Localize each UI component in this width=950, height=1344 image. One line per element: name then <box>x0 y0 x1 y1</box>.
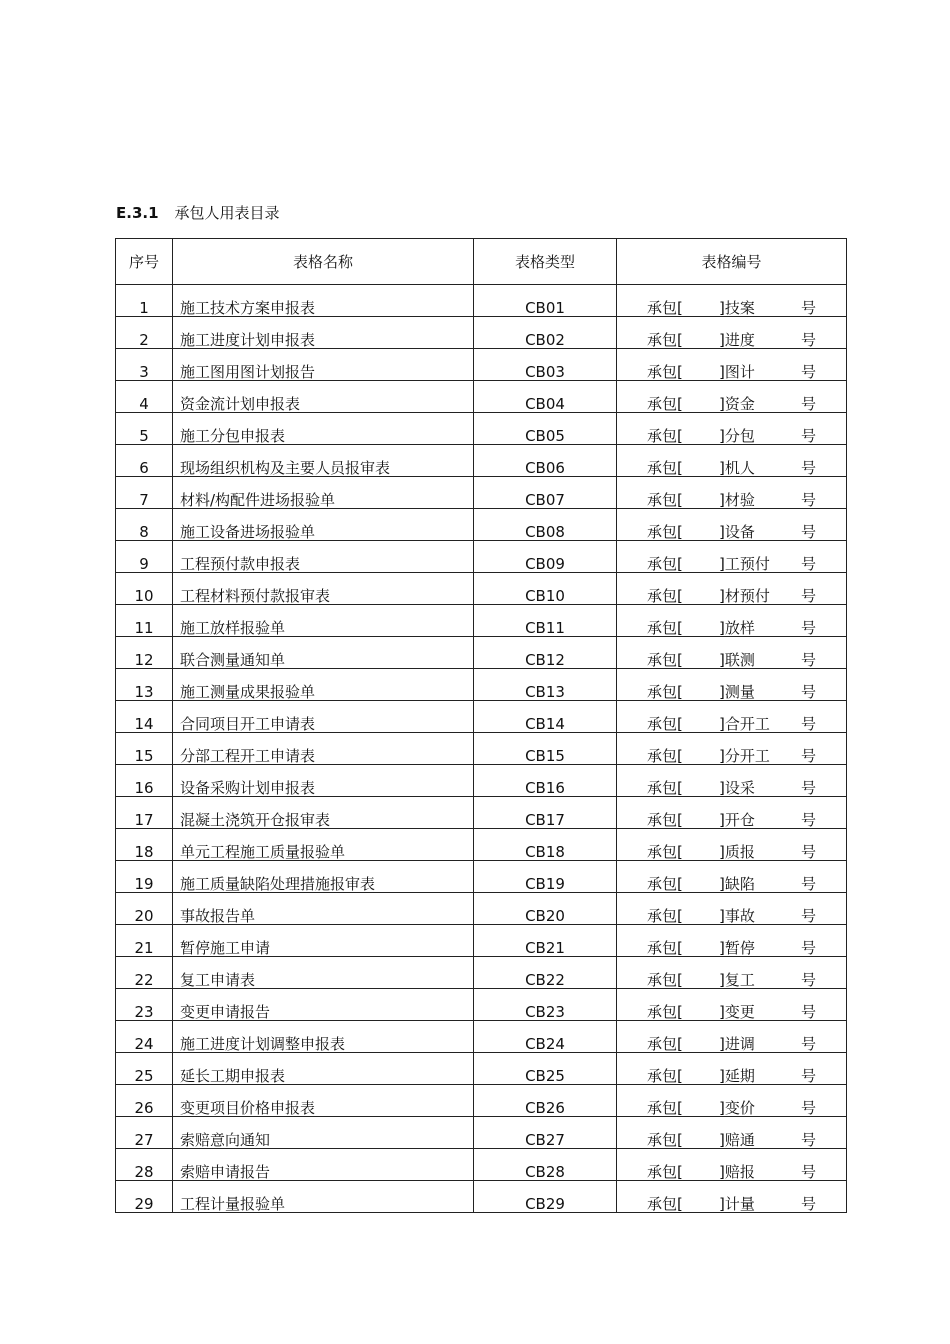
row-type: CB18 <box>474 829 617 861</box>
code-prefix: 承包[ <box>647 555 683 573</box>
row-name: 混凝土浇筑开仓报审表 <box>173 797 474 829</box>
code-abbr: ]变更 <box>719 1003 755 1021</box>
row-type: CB20 <box>474 893 617 925</box>
code-abbr: ]进调 <box>719 1035 755 1053</box>
code-suffix: 号 <box>801 779 817 797</box>
form-catalog-table <box>115 238 847 1213</box>
row-type: CB24 <box>474 1021 617 1053</box>
row-name: 暂停施工申请 <box>173 925 474 957</box>
code-prefix: 承包[ <box>647 939 683 957</box>
row-seq: 4 <box>116 381 173 413</box>
header-seq: 序号 <box>116 239 173 285</box>
row-name: 施工进度计划调整申报表 <box>173 1021 474 1053</box>
code-suffix: 号 <box>801 907 817 925</box>
code-prefix: 承包[ <box>647 811 683 829</box>
section-number: E.3.1 <box>116 204 159 222</box>
code-abbr: ]图计 <box>719 363 755 381</box>
code-prefix: 承包[ <box>647 587 683 605</box>
section-heading <box>116 202 280 224</box>
code-suffix: 号 <box>801 331 817 349</box>
row-code <box>617 1085 847 1117</box>
code-abbr: ]放样 <box>719 619 755 637</box>
code-prefix: 承包[ <box>647 331 683 349</box>
row-code <box>617 1117 847 1149</box>
row-code <box>617 861 847 893</box>
row-name: 材料/构配件进场报验单 <box>173 477 474 509</box>
row-type: CB22 <box>474 957 617 989</box>
code-suffix: 号 <box>801 299 817 317</box>
row-type: CB09 <box>474 541 617 573</box>
code-prefix: 承包[ <box>647 1003 683 1021</box>
row-seq: 14 <box>116 701 173 733</box>
row-code <box>617 541 847 573</box>
table-row <box>116 541 847 573</box>
code-suffix: 号 <box>801 843 817 861</box>
row-name: 施工图用图计划报告 <box>173 349 474 381</box>
table-row <box>116 925 847 957</box>
code-abbr: ]联测 <box>719 651 755 669</box>
row-name: 施工测量成果报验单 <box>173 669 474 701</box>
row-name: 设备采购计划申报表 <box>173 765 474 797</box>
row-seq: 28 <box>116 1149 173 1181</box>
table-row <box>116 509 847 541</box>
row-seq: 23 <box>116 989 173 1021</box>
code-abbr: ]进度 <box>719 331 755 349</box>
table-row <box>116 957 847 989</box>
row-name: 联合测量通知单 <box>173 637 474 669</box>
code-suffix: 号 <box>801 1067 817 1085</box>
row-code <box>617 797 847 829</box>
code-abbr: ]事故 <box>719 907 755 925</box>
code-abbr: ]机人 <box>719 459 755 477</box>
row-name: 施工技术方案申报表 <box>173 285 474 317</box>
code-suffix: 号 <box>801 875 817 893</box>
row-seq: 6 <box>116 445 173 477</box>
table-row <box>116 861 847 893</box>
table-row <box>116 573 847 605</box>
code-prefix: 承包[ <box>647 1099 683 1117</box>
row-seq: 24 <box>116 1021 173 1053</box>
row-seq: 22 <box>116 957 173 989</box>
code-suffix: 号 <box>801 1195 817 1213</box>
code-suffix: 号 <box>801 1163 817 1181</box>
code-prefix: 承包[ <box>647 715 683 733</box>
row-seq: 10 <box>116 573 173 605</box>
row-type: CB06 <box>474 445 617 477</box>
row-name: 索赔申请报告 <box>173 1149 474 1181</box>
code-abbr: ]材验 <box>719 491 755 509</box>
row-code <box>617 893 847 925</box>
code-suffix: 号 <box>801 1035 817 1053</box>
code-suffix: 号 <box>801 491 817 509</box>
code-prefix: 承包[ <box>647 747 683 765</box>
code-abbr: ]复工 <box>719 971 755 989</box>
row-code <box>617 637 847 669</box>
code-prefix: 承包[ <box>647 907 683 925</box>
table-row <box>116 1117 847 1149</box>
row-code <box>617 605 847 637</box>
code-abbr: ]分包 <box>719 427 755 445</box>
row-code <box>617 957 847 989</box>
row-name: 工程计量报验单 <box>173 1181 474 1213</box>
row-code <box>617 669 847 701</box>
row-type: CB25 <box>474 1053 617 1085</box>
code-suffix: 号 <box>801 811 817 829</box>
row-seq: 21 <box>116 925 173 957</box>
row-seq: 13 <box>116 669 173 701</box>
code-abbr: ]计量 <box>719 1195 755 1213</box>
code-suffix: 号 <box>801 939 817 957</box>
row-seq: 9 <box>116 541 173 573</box>
table-row <box>116 1021 847 1053</box>
row-seq: 25 <box>116 1053 173 1085</box>
code-abbr: ]延期 <box>719 1067 755 1085</box>
row-seq: 27 <box>116 1117 173 1149</box>
row-type: CB23 <box>474 989 617 1021</box>
code-abbr: ]暂停 <box>719 939 755 957</box>
row-name: 施工放样报验单 <box>173 605 474 637</box>
row-seq: 29 <box>116 1181 173 1213</box>
row-code <box>617 733 847 765</box>
table-row <box>116 733 847 765</box>
row-type: CB13 <box>474 669 617 701</box>
table-row <box>116 829 847 861</box>
table-row <box>116 285 847 317</box>
row-seq: 12 <box>116 637 173 669</box>
row-code <box>617 381 847 413</box>
code-suffix: 号 <box>801 715 817 733</box>
table-row <box>116 317 847 349</box>
row-name: 现场组织机构及主要人员报审表 <box>173 445 474 477</box>
row-code <box>617 1053 847 1085</box>
table-row <box>116 1181 847 1213</box>
row-seq: 8 <box>116 509 173 541</box>
code-suffix: 号 <box>801 1003 817 1021</box>
table-row <box>116 413 847 445</box>
row-type: CB02 <box>474 317 617 349</box>
table-row <box>116 893 847 925</box>
table-row <box>116 637 847 669</box>
row-seq: 2 <box>116 317 173 349</box>
table-row <box>116 765 847 797</box>
code-suffix: 号 <box>801 683 817 701</box>
code-abbr: ]资金 <box>719 395 755 413</box>
code-suffix: 号 <box>801 363 817 381</box>
code-suffix: 号 <box>801 1131 817 1149</box>
table-row <box>116 797 847 829</box>
code-abbr: ]开仓 <box>719 811 755 829</box>
code-suffix: 号 <box>801 427 817 445</box>
code-abbr: ]技案 <box>719 299 755 317</box>
row-name: 施工分包申报表 <box>173 413 474 445</box>
row-name: 分部工程开工申请表 <box>173 733 474 765</box>
row-code <box>617 445 847 477</box>
row-seq: 17 <box>116 797 173 829</box>
code-prefix: 承包[ <box>647 779 683 797</box>
table-row <box>116 605 847 637</box>
row-name: 施工质量缺陷处理措施报审表 <box>173 861 474 893</box>
row-code <box>617 477 847 509</box>
code-prefix: 承包[ <box>647 875 683 893</box>
row-code <box>617 701 847 733</box>
code-suffix: 号 <box>801 747 817 765</box>
row-seq: 3 <box>116 349 173 381</box>
row-code <box>617 765 847 797</box>
row-type: CB28 <box>474 1149 617 1181</box>
code-prefix: 承包[ <box>647 971 683 989</box>
row-code <box>617 349 847 381</box>
code-abbr: ]测量 <box>719 683 755 701</box>
code-abbr: ]工预付 <box>719 555 770 573</box>
row-code <box>617 1181 847 1213</box>
code-prefix: 承包[ <box>647 843 683 861</box>
code-suffix: 号 <box>801 1099 817 1117</box>
row-type: CB16 <box>474 765 617 797</box>
row-type: CB03 <box>474 349 617 381</box>
section-title: 承包人用表目录 <box>174 204 280 222</box>
row-name: 事故报告单 <box>173 893 474 925</box>
table-body <box>116 285 847 1213</box>
row-type: CB14 <box>474 701 617 733</box>
code-suffix: 号 <box>801 587 817 605</box>
row-seq: 11 <box>116 605 173 637</box>
code-abbr: ]缺陷 <box>719 875 755 893</box>
code-prefix: 承包[ <box>647 523 683 541</box>
row-seq: 15 <box>116 733 173 765</box>
row-code <box>617 1021 847 1053</box>
code-abbr: ]设备 <box>719 523 755 541</box>
row-seq: 1 <box>116 285 173 317</box>
row-seq: 16 <box>116 765 173 797</box>
row-name: 资金流计划申报表 <box>173 381 474 413</box>
row-name: 复工申请表 <box>173 957 474 989</box>
row-type: CB15 <box>474 733 617 765</box>
table-header-row <box>116 239 847 285</box>
row-type: CB10 <box>474 573 617 605</box>
row-seq: 26 <box>116 1085 173 1117</box>
code-suffix: 号 <box>801 651 817 669</box>
table-row <box>116 1053 847 1085</box>
header-name: 表格名称 <box>173 239 474 285</box>
code-suffix: 号 <box>801 523 817 541</box>
row-name: 工程材料预付款报审表 <box>173 573 474 605</box>
row-name: 变更申请报告 <box>173 989 474 1021</box>
table-row <box>116 1085 847 1117</box>
code-suffix: 号 <box>801 459 817 477</box>
code-suffix: 号 <box>801 619 817 637</box>
row-type: CB27 <box>474 1117 617 1149</box>
code-prefix: 承包[ <box>647 1163 683 1181</box>
row-seq: 20 <box>116 893 173 925</box>
code-prefix: 承包[ <box>647 395 683 413</box>
row-code <box>617 1149 847 1181</box>
row-type: CB07 <box>474 477 617 509</box>
row-name: 合同项目开工申请表 <box>173 701 474 733</box>
row-name: 变更项目价格申报表 <box>173 1085 474 1117</box>
row-type: CB21 <box>474 925 617 957</box>
row-type: CB01 <box>474 285 617 317</box>
code-abbr: ]合开工 <box>719 715 770 733</box>
code-prefix: 承包[ <box>647 1195 683 1213</box>
code-suffix: 号 <box>801 555 817 573</box>
code-prefix: 承包[ <box>647 427 683 445</box>
row-name: 延长工期申报表 <box>173 1053 474 1085</box>
code-abbr: ]分开工 <box>719 747 770 765</box>
row-type: CB29 <box>474 1181 617 1213</box>
row-name: 施工设备进场报验单 <box>173 509 474 541</box>
code-prefix: 承包[ <box>647 619 683 637</box>
code-prefix: 承包[ <box>647 299 683 317</box>
code-abbr: ]设采 <box>719 779 755 797</box>
row-seq: 18 <box>116 829 173 861</box>
row-name: 施工进度计划申报表 <box>173 317 474 349</box>
row-code <box>617 285 847 317</box>
code-prefix: 承包[ <box>647 1131 683 1149</box>
table-row <box>116 477 847 509</box>
row-type: CB04 <box>474 381 617 413</box>
row-type: CB05 <box>474 413 617 445</box>
row-seq: 19 <box>116 861 173 893</box>
row-name: 单元工程施工质量报验单 <box>173 829 474 861</box>
table-row <box>116 445 847 477</box>
code-abbr: ]变价 <box>719 1099 755 1117</box>
code-abbr: ]赔通 <box>719 1131 755 1149</box>
table-row <box>116 701 847 733</box>
table-row <box>116 1149 847 1181</box>
code-abbr: ]质报 <box>719 843 755 861</box>
row-code <box>617 573 847 605</box>
row-type: CB17 <box>474 797 617 829</box>
code-prefix: 承包[ <box>647 651 683 669</box>
row-type: CB11 <box>474 605 617 637</box>
code-prefix: 承包[ <box>647 459 683 477</box>
row-seq: 7 <box>116 477 173 509</box>
row-code <box>617 989 847 1021</box>
row-type: CB19 <box>474 861 617 893</box>
row-seq: 5 <box>116 413 173 445</box>
code-prefix: 承包[ <box>647 683 683 701</box>
row-type: CB08 <box>474 509 617 541</box>
code-suffix: 号 <box>801 971 817 989</box>
row-code <box>617 829 847 861</box>
code-prefix: 承包[ <box>647 491 683 509</box>
row-code <box>617 509 847 541</box>
row-code <box>617 925 847 957</box>
table-row <box>116 669 847 701</box>
table-row <box>116 989 847 1021</box>
row-name: 工程预付款申报表 <box>173 541 474 573</box>
row-type: CB12 <box>474 637 617 669</box>
row-type: CB26 <box>474 1085 617 1117</box>
code-suffix: 号 <box>801 395 817 413</box>
table-row <box>116 381 847 413</box>
code-prefix: 承包[ <box>647 363 683 381</box>
table-row <box>116 349 847 381</box>
header-code: 表格编号 <box>617 239 847 285</box>
row-name: 索赔意向通知 <box>173 1117 474 1149</box>
header-type: 表格类型 <box>474 239 617 285</box>
code-abbr: ]材预付 <box>719 587 770 605</box>
code-prefix: 承包[ <box>647 1067 683 1085</box>
row-code <box>617 413 847 445</box>
code-abbr: ]赔报 <box>719 1163 755 1181</box>
row-code <box>617 317 847 349</box>
code-prefix: 承包[ <box>647 1035 683 1053</box>
